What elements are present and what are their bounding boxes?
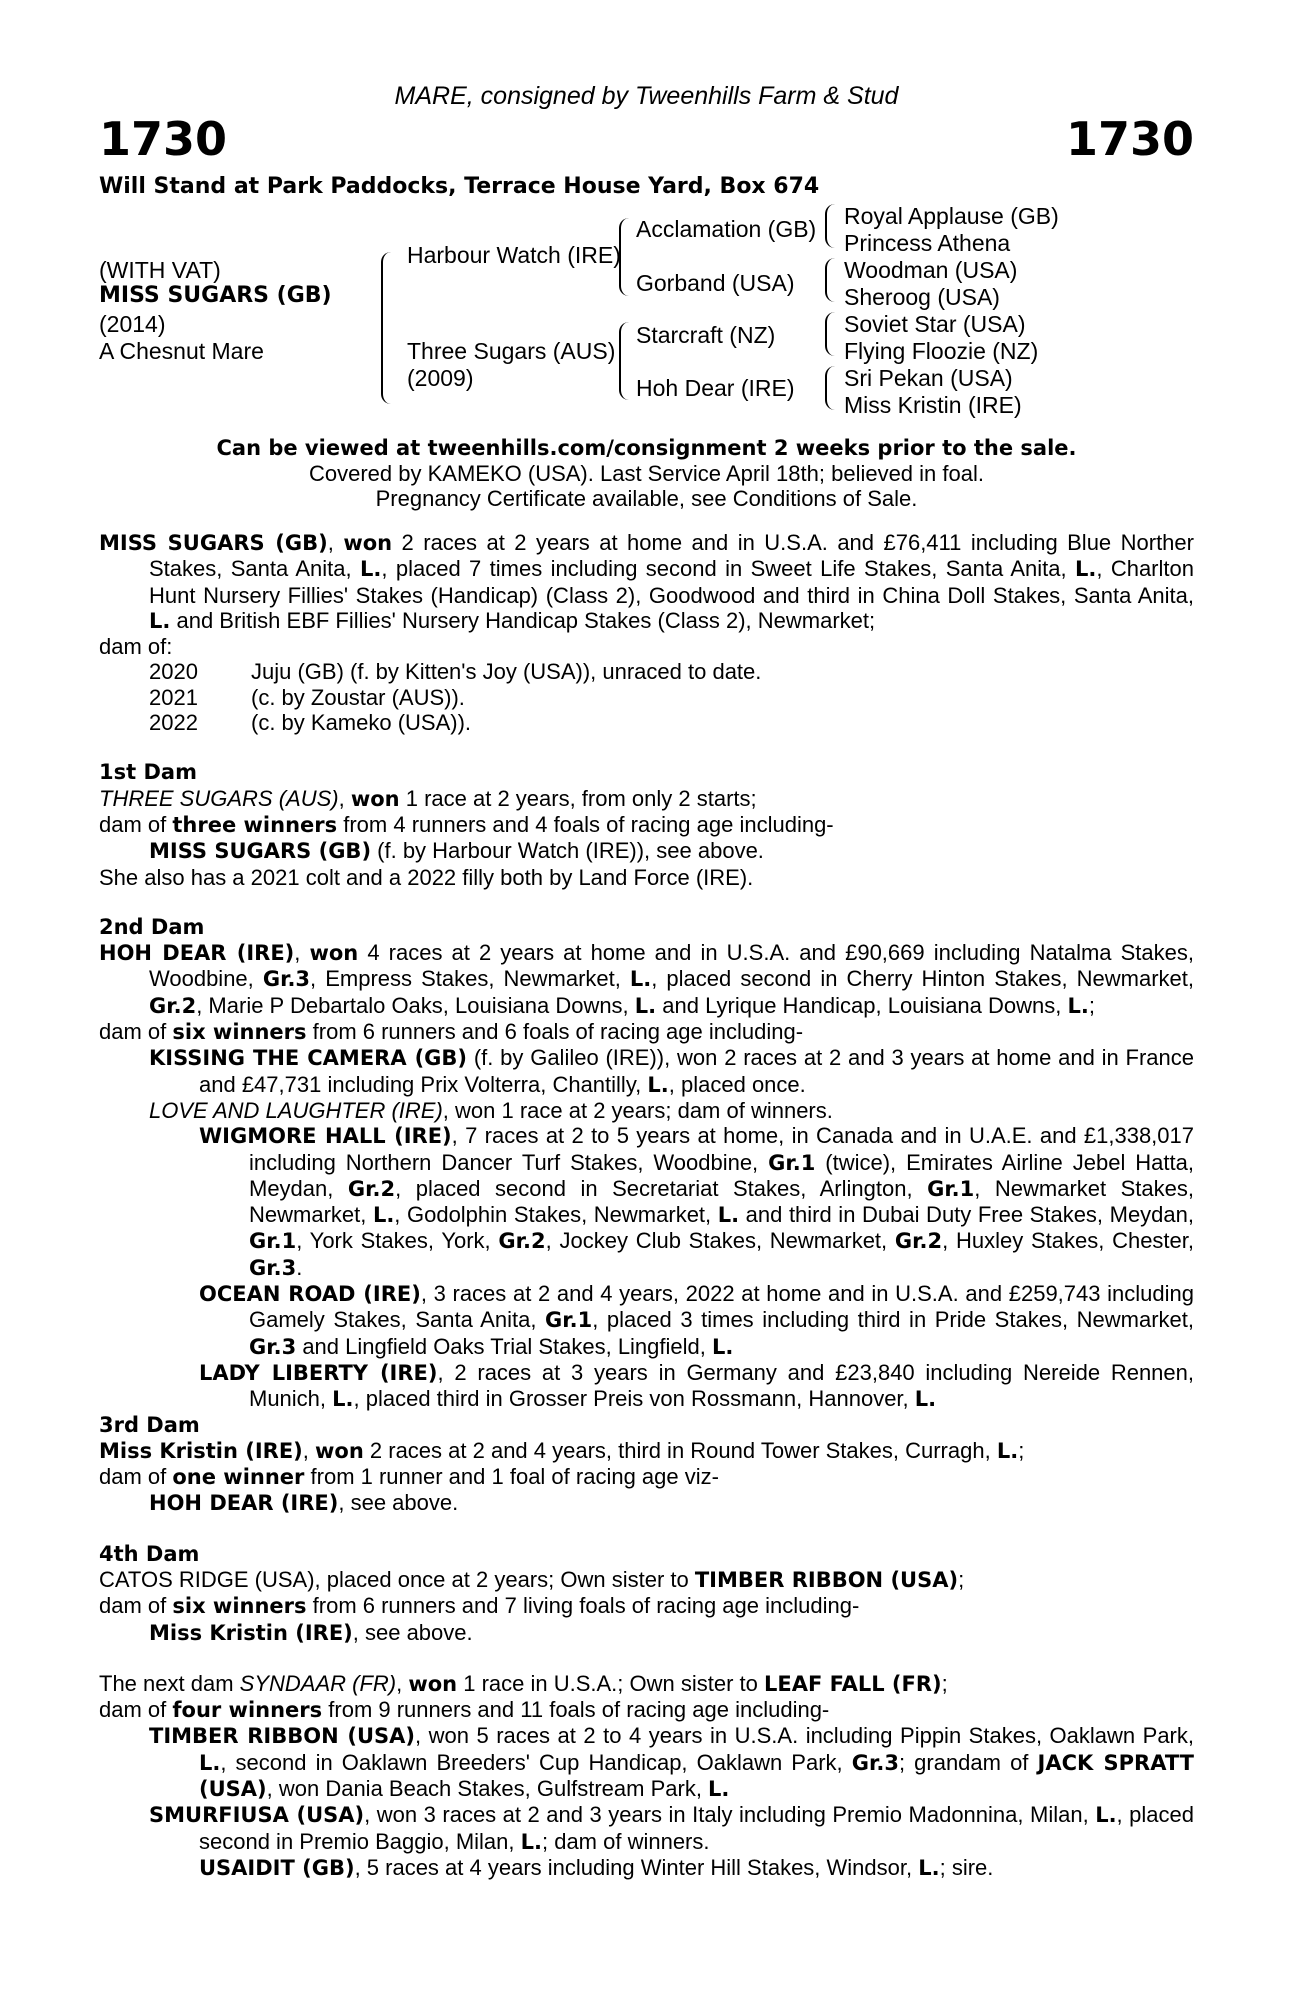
dam-sire: Starcraft (NZ) (636, 322, 776, 348)
produce-entry: USAIDIT (GB), 5 races at 4 years including Winter Hill Stakes, Windsor, L.; sire. (199, 1854, 994, 1880)
first-dam-produce: dam of three winners from 4 runners and 4 foals of racing age including- (99, 811, 834, 837)
produce-entry: WIGMORE HALL (IRE), 7 races at 2 to 5 years at home, in Canada and in U.A.E. and £1,338,017 including Northern Dancer Turf Stakes, Woodbine, Gr.1 (twice), Emirates Airline Jebel Hatta, Meydan, Gr.2, placed second in Secretariat Stakes, Arlington, Gr.1, Newmarket Stakes, Newmarket, L., Godolphin Stakes, Newmarket, L. and third in Dubai Duty Free Stakes, Meydan, Gr.1, York Stakes, York, Gr.2, Jockey Club Stakes, Newmarket, Gr.2, Huxley Stakes, Chester, Gr.3. (199, 1123, 1195, 1280)
foal-row: 2020 Juju (GB) (f. by Kitten's Joy (USA)), unraced to date. (149, 659, 762, 685)
produce-entry: LOVE AND LAUGHTER (IRE), won 1 race at 2 years; dam of winners. (149, 1097, 833, 1123)
granddam-3: Flying Floozie (NZ) (844, 338, 1039, 364)
granddam-2: Sheroog (USA) (844, 284, 1000, 310)
lot-number-right: 1730 (1065, 112, 1194, 166)
brace-sire (619, 218, 631, 296)
fourth-dam-heading: 4th Dam (99, 1541, 200, 1566)
third-dam-record: Miss Kristin (IRE), won 2 races at 2 and 4 years, third in Round Tower Stakes, Curragh, L.; (99, 1437, 1025, 1463)
pregnancy-note: Pregnancy Certificate available, see Conditions of Sale. (375, 486, 918, 511)
produce-entry: SMURFIUSA (USA), won 3 races at 2 and 3 years in Italy including Premio Madonnina, Milan, L., placed second in Premio Baggio, Milan, L.; dam of winners. (149, 1802, 1194, 1854)
foal-row: 2021 (c. by Zoustar (AUS)). (149, 684, 465, 710)
next-dam-record: The next dam SYNDAAR (FR), won 1 race in U.S.A.; Own sister to LEAF FALL (FR); (99, 1670, 948, 1696)
dam-of-label: dam of: (99, 634, 173, 660)
dam-dam: Hoh Dear (IRE) (636, 375, 795, 401)
next-dam-produce: dam of four winners from 9 runners and 11 foals of racing age including- (99, 1697, 830, 1723)
horse-name: MISS SUGARS (GB) (99, 283, 332, 308)
foal-row: 2022 (c. by Kameko (USA)). (149, 710, 472, 736)
third-dam-heading: 3rd Dam (99, 1412, 200, 1437)
grandsire-2: Woodman (USA) (844, 257, 1018, 283)
pedigree-notes (99, 530, 1194, 1881)
horse-description: A Chesnut Mare (99, 338, 264, 364)
horse-year: (2014) (99, 311, 166, 337)
second-dam-produce: dam of six winners from 6 runners and 6 foals of racing age including- (99, 1019, 804, 1045)
second-dam-heading: 2nd Dam (99, 914, 205, 939)
stand-location: Will Stand at Park Paddocks, Terrace House Yard, Box 674 (99, 174, 820, 199)
third-dam-produce: dam of one winner from 1 runner and 1 foal of racing age viz- (99, 1464, 719, 1490)
sire: Harbour Watch (IRE) (407, 242, 621, 268)
dam-year: (2009) (407, 365, 474, 391)
first-dam-heading: 1st Dam (99, 760, 197, 785)
grandsire-1: Royal Applause (GB) (844, 203, 1059, 229)
brace-g1 (825, 204, 835, 248)
first-dam-record: THREE SUGARS (AUS), won 1 race at 2 years, from only 2 starts; (99, 785, 757, 811)
sire-sire: Acclamation (GB) (636, 216, 817, 242)
lot-number-left: 1730 (99, 112, 228, 166)
produce-entry: KISSING THE CAMERA (GB) (f. by Galileo (IRE)), won 2 races at 2 and 3 years at home and in France and £47,731 including Prix Volterra, Chantilly, L., placed once. (149, 1045, 1194, 1097)
grandsire-4: Sri Pekan (USA) (844, 365, 1013, 391)
grandsire-3: Soviet Star (USA) (844, 311, 1026, 337)
vat-label: (WITH VAT) (99, 257, 221, 283)
produce-entry: HOH DEAR (IRE), see above. (149, 1490, 459, 1516)
dam: Three Sugars (AUS) (407, 338, 616, 364)
sire-dam: Gorband (USA) (636, 270, 795, 296)
second-dam-record: HOH DEAR (IRE), won 4 races at 2 years at home and in U.S.A. and £90,669 including Natalma Stakes, Woodbine, Gr.3, Empress Stakes, Newmarket, L., placed second in Cherry Hinton Stakes, Newmarket, Gr.2, Marie P Debartalo Oaks, Louisiana Downs, L. and Lyrique Handicap, Louisiana Downs, L.; (99, 940, 1194, 1018)
granddam-4: Miss Kristin (IRE) (844, 392, 1022, 418)
fourth-dam-record: CATOS RIDGE (USA), placed once at 2 years; Own sister to TIMBER RIBBON (USA); (99, 1566, 965, 1592)
produce-entry: TIMBER RIBBON (USA), won 5 races at 2 to 4 years in U.S.A. including Pippin Stakes, Oaklawn Park, L., second in Oaklawn Breeders' Cup Handicap, Oaklawn Park, Gr.3; grandam of JACK SPRATT (USA), won Dania Beach Stakes, Gulfstream Park, L. (149, 1723, 1194, 1802)
brace-main (381, 252, 395, 404)
produce-entry: Miss Kristin (IRE), see above. (149, 1619, 473, 1645)
catalogue-page (99, 0, 1194, 2000)
viewing-note: Can be viewed at tweenhills.com/consignment 2 weeks prior to the sale. (216, 436, 1077, 460)
brace-g3 (825, 312, 835, 356)
horse-record: MISS SUGARS (GB), won 2 races at 2 years at home and in U.S.A. and £76,411 including Blue Norther Stakes, Santa Anita, L., placed 7 times including second in Sweet Life Stakes, Santa Anita, L., Charlton Hunt Nursery Fillies' Stakes (Handicap) (Class 2), Goodwood and third in China Doll Stakes, Santa Anita, L. and British EBF Fillies' Nursery Handicap Stakes (Class 2), Newmarket; (99, 530, 1194, 633)
fourth-dam-produce: dam of six winners from 6 runners and 7 living foals of racing age including- (99, 1593, 860, 1619)
brace-g2 (825, 258, 835, 302)
covered-note: Covered by KAMEKO (USA). Last Service April 18th; believed in foal. (309, 461, 984, 486)
first-dam-note: She also has a 2021 colt and a 2022 filly both by Land Force (IRE). (99, 864, 754, 890)
brace-dam (619, 322, 631, 400)
granddam-1: Princess Athena (844, 230, 1011, 256)
produce-entry: OCEAN ROAD (IRE), 3 races at 2 and 4 years, 2022 at home and in U.S.A. and £259,743 including Gamely Stakes, Santa Anita, Gr.1, placed 3 times including third in Pride Stakes, Newmarket, Gr.3 and Lingfield Oaks Trial Stakes, Lingfield, L. (199, 1281, 1194, 1359)
consignor-line: MARE, consigned by Tweenhills Farm & Stud (394, 82, 899, 110)
produce-entry: MISS SUGARS (GB) (f. by Harbour Watch (IRE)), see above. (149, 838, 764, 864)
produce-entry: LADY LIBERTY (IRE), 2 races at 3 years in Germany and £23,840 including Nereide Rennen, Munich, L., placed third in Grosser Preis von Rossmann, Hannover, L. (199, 1359, 1194, 1412)
brace-g4 (825, 366, 835, 410)
